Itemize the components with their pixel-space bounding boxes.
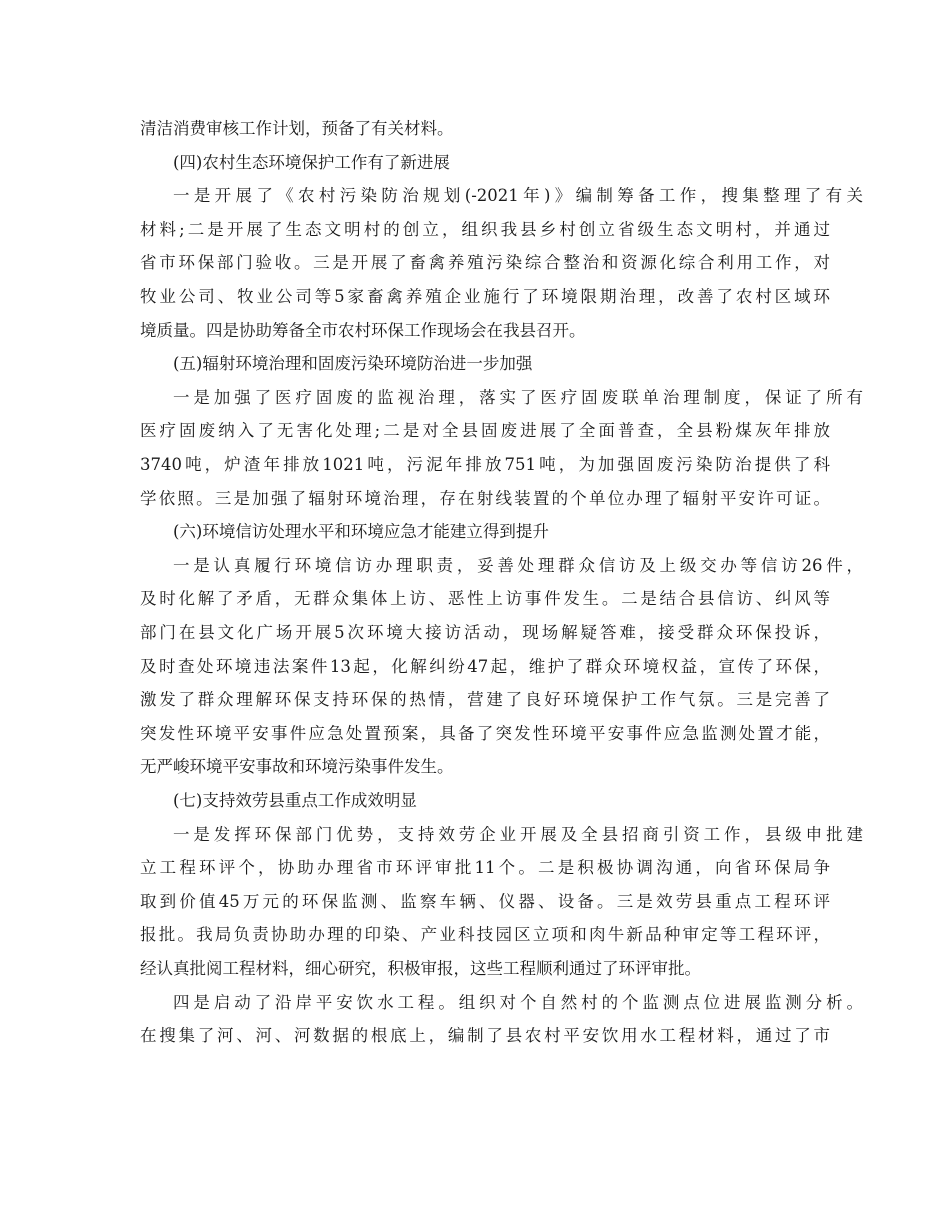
- text-line: 牧业公司、牧业公司等5家畜禽养殖企业施行了环境限期治理，改善了农村区域环: [140, 287, 830, 306]
- text-line: 材料;二是开展了生态文明村的创立，组织我县乡村创立省级生态文明村，并通过: [140, 219, 830, 239]
- text-line: 无严峻环境平安事故和环境污染事件发生。: [140, 757, 454, 777]
- text-line: 学依照。三是加强了辐射环境治理，存在射线装置的个单位办理了辐射平安许可证。: [140, 488, 830, 508]
- text-line: 取到价值45万元的环保监测、监察车辆、仪器、设备。三是效劳县重点工程环评: [140, 891, 830, 911]
- text-line: 一是加强了医疗固废的监视治理，落实了医疗固废联单治理制度，保证了所有: [173, 387, 863, 407]
- text-line: 3740吨，炉渣年排放1021吨，污泥年排放751吨，为加强固废污染防治提供了科: [140, 455, 830, 474]
- text-line: 在搜集了河、河、河数据的根底上，编制了县农村平安饮用水工程材料，通过了市: [140, 1026, 830, 1046]
- text-line: 一是开展了《农村污染防治规划(-2021年)》编制筹备工作，搜集整理了有关: [173, 186, 863, 206]
- text-line: 医疗固废纳入了无害化处理;二是对全县固废进展了全面普查，全县粉煤灰年排放: [140, 421, 830, 441]
- text-line: 一是认真履行环境信访办理职责，妥善处理群众信访及上级交办等信访26件，: [173, 555, 863, 575]
- text-line: 一是发挥环保部门优势，支持效劳企业开展及全县招商引资工作，县级申批建: [173, 824, 863, 844]
- text-line: 突发性环境平安事件应急处置预案，具备了突发性环境平安事件应急监测处置才能，: [140, 723, 830, 743]
- section-heading: (七)支持效劳县重点工作成效明显: [173, 791, 417, 810]
- text-line: 立工程环评个，协助办理省市环评审批11个。二是积极协调沟通，向省环保局争: [140, 858, 830, 878]
- text-line: 四是启动了沿岸平安饮水工程。组织对个自然村的个监测点位进展监测分析。: [173, 992, 863, 1012]
- section-heading: (五)辐射环境治理和固废污染环境防治进一步加强: [173, 354, 533, 374]
- section-heading: (四)农村生态环境保护工作有了新进展: [173, 152, 450, 172]
- text-line: 经认真批阅工程材料，细心研究，积极审报，这些工程顺利通过了环评审批。: [140, 959, 701, 978]
- text-line: 部门在县文化广场开展5次环境大接访活动，现场解疑答难，接受群众环保投诉，: [140, 623, 830, 642]
- text-line: 省市环保部门验收。三是开展了畜禽养殖污染综合整治和资源化综合利用工作，对: [140, 253, 830, 273]
- text-line: 报批。我局负责协助办理的印染、产业科技园区立项和肉牛新品种审定等工程环评，: [140, 925, 830, 945]
- text-line: 激发了群众理解环保支持环保的热情，营建了良好环境保护工作气氛。三是完善了: [140, 690, 830, 710]
- text-line: 及时查处环境违法案件13起，化解纠纷47起，维护了群众环境权益，宣传了环保，: [140, 656, 830, 676]
- section-heading: (六)环境信访处理水平和环境应急才能建立得到提升: [173, 522, 549, 542]
- text-line: 境质量。四是协助筹备全市农村环保工作现场会在我县召开。: [140, 320, 586, 340]
- text-line: 清洁消费审核工作计划，预备了有关材料。: [140, 119, 454, 138]
- text-line: 及时化解了矛盾，无群众集体上访、恶性上访事件发生。二是结合县信访、纠风等: [140, 589, 830, 609]
